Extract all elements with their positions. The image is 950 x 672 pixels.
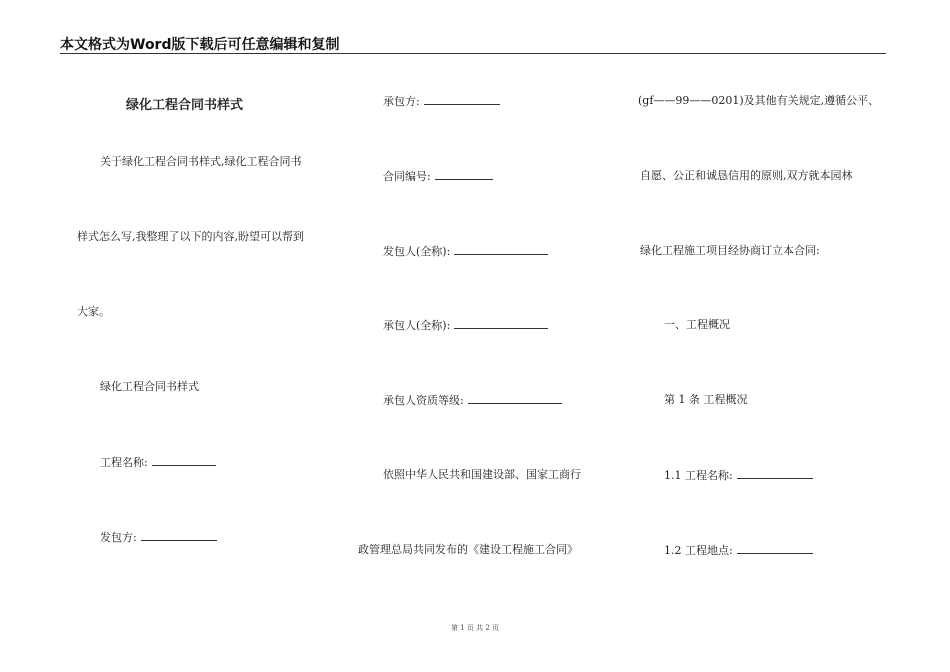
page-number: 第 1 页 共 2 页 [450,624,500,632]
field-employer-full [383,244,548,259]
blank-underline [468,393,562,404]
field-item-2 [664,543,813,558]
header-divider [60,53,886,54]
field-label: 1.1 工程名称: [664,469,733,482]
terms-line-3: 绿化工程施工项目经协商订立本合同: [640,244,820,257]
subtitle: 绿化工程合同书样式 [100,380,199,393]
field-qualification [383,393,562,408]
blank-underline [152,455,216,466]
field-label: 合同编号: [383,170,431,183]
field-label: 承包人(全称): [383,319,451,332]
blank-underline [424,94,500,105]
blank-underline [141,530,217,541]
intro-line-1: 关于绿化工程合同书样式,绿化工程合同书 [100,155,302,168]
terms-line-1: (gf——99——0201)及其他有关规定,遵循公平、 [638,94,880,107]
basis-line-2: 政管理总局共同发布的《建设工程施工合同》 [358,543,578,556]
field-contractor-full [383,318,548,333]
field-contract-no [383,169,493,184]
blank-underline [454,244,548,255]
field-label: 承包方: [383,95,420,108]
intro-line-3: 大家。 [77,305,110,318]
field-item-1 [664,468,813,483]
field-employer [100,530,217,545]
section-heading: 一、工程概况 [664,318,730,331]
field-label: 承包人资质等级: [383,394,464,407]
field-label: 1.2 工程地点: [664,544,733,557]
field-contractor [383,94,500,109]
blank-underline [435,169,493,180]
blank-underline [737,543,813,554]
field-label: 发包人(全称): [383,245,451,258]
document-title: 绿化工程合同书样式 [126,98,244,113]
intro-line-2: 样式怎么写,我整理了以下的内容,盼望可以帮到 [77,230,304,243]
basis-line-1: 依照中华人民共和国建设部、国家工商行 [383,468,581,481]
article-heading: 第 1 条 工程概况 [664,393,748,406]
field-project-name [100,455,216,470]
field-label: 工程名称: [100,456,148,469]
terms-line-2: 自愿、公正和诚恳信用的原则,双方就本园林 [640,169,853,182]
blank-underline [737,468,813,479]
blank-underline [454,318,548,329]
field-label: 发包方: [100,531,137,544]
document-header-banner: 本文格式为Word版下载后可任意编辑和复制 [60,37,340,53]
